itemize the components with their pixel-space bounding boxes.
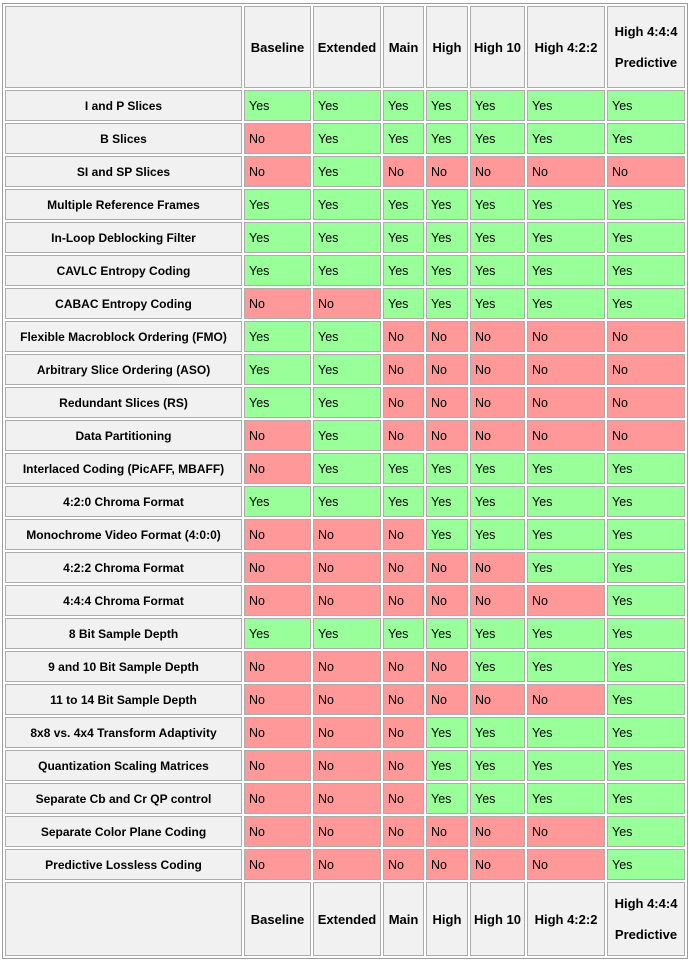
yes-cell: Yes: [313, 222, 381, 253]
yes-cell: Yes: [527, 552, 605, 583]
yes-cell: Yes: [383, 123, 424, 154]
feature-label-cell: Separate Color Plane Coding: [5, 816, 242, 847]
no-cell: No: [426, 816, 468, 847]
yes-cell: Yes: [527, 123, 605, 154]
table-header-section: [5, 6, 685, 88]
no-cell: No: [244, 750, 311, 781]
no-cell: No: [244, 156, 311, 187]
yes-cell: Yes: [383, 255, 424, 286]
no-cell: No: [527, 849, 605, 880]
profile-name: Predictive: [614, 927, 678, 942]
yes-cell: Yes: [607, 684, 685, 715]
no-cell: No: [383, 783, 424, 814]
feature-label-cell: Separate Cb and Cr QP control: [5, 783, 242, 814]
no-cell: No: [244, 849, 311, 880]
yes-cell: Yes: [426, 618, 468, 649]
profile-name: High 10: [474, 39, 521, 55]
yes-cell: Yes: [607, 255, 685, 286]
profile-header-cell: [313, 882, 381, 956]
yes-cell: Yes: [470, 189, 525, 220]
table-row: [5, 585, 685, 616]
profile-name: Predictive: [614, 55, 678, 70]
yes-cell: Yes: [383, 288, 424, 319]
yes-cell: Yes: [426, 222, 468, 253]
no-cell: No: [426, 387, 468, 418]
table-row: [5, 519, 685, 550]
no-cell: No: [313, 519, 381, 550]
no-cell: No: [470, 156, 525, 187]
yes-cell: Yes: [470, 123, 525, 154]
yes-cell: Yes: [426, 750, 468, 781]
yes-cell: Yes: [244, 486, 311, 517]
yes-cell: Yes: [313, 354, 381, 385]
yes-cell: Yes: [470, 783, 525, 814]
yes-cell: Yes: [527, 651, 605, 682]
profile-name: High 4:2:2: [534, 911, 598, 927]
yes-cell: Yes: [527, 453, 605, 484]
yes-cell: Yes: [527, 288, 605, 319]
table-row: [5, 684, 685, 715]
table-row: [5, 255, 685, 286]
no-cell: No: [313, 585, 381, 616]
yes-cell: Yes: [244, 222, 311, 253]
yes-cell: Yes: [607, 288, 685, 319]
feature-label-cell: SI and SP Slices: [5, 156, 242, 187]
no-cell: No: [313, 717, 381, 748]
no-cell: No: [244, 717, 311, 748]
table-row: [5, 849, 685, 880]
feature-label-cell: Arbitrary Slice Ordering (ASO): [5, 354, 242, 385]
table-row: [5, 90, 685, 121]
yes-cell: Yes: [244, 189, 311, 220]
profile-header-cell: [607, 6, 685, 88]
profile-header-cell: [470, 882, 525, 956]
feature-label-cell: I and P Slices: [5, 90, 242, 121]
feature-label-cell: 4:4:4 Chroma Format: [5, 585, 242, 616]
no-cell: No: [383, 750, 424, 781]
feature-label-cell: In-Loop Deblocking Filter: [5, 222, 242, 253]
no-cell: No: [426, 585, 468, 616]
yes-cell: Yes: [313, 453, 381, 484]
profile-name: High 10: [474, 911, 521, 927]
profile-header-cell: [527, 6, 605, 88]
table-row: [5, 222, 685, 253]
no-cell: No: [607, 354, 685, 385]
yes-cell: Yes: [383, 486, 424, 517]
no-cell: No: [383, 387, 424, 418]
profile-header-cell: [426, 882, 468, 956]
yes-cell: Yes: [470, 651, 525, 682]
no-cell: No: [383, 354, 424, 385]
yes-cell: Yes: [607, 618, 685, 649]
table-row: [5, 750, 685, 781]
no-cell: No: [426, 684, 468, 715]
yes-cell: Yes: [607, 552, 685, 583]
no-cell: No: [244, 816, 311, 847]
table-footer-section: [5, 882, 685, 956]
yes-cell: Yes: [383, 90, 424, 121]
no-cell: No: [470, 321, 525, 352]
yes-cell: Yes: [426, 453, 468, 484]
yes-cell: Yes: [527, 750, 605, 781]
yes-cell: Yes: [383, 222, 424, 253]
yes-cell: Yes: [607, 486, 685, 517]
yes-cell: Yes: [313, 387, 381, 418]
no-cell: No: [607, 387, 685, 418]
no-cell: No: [527, 156, 605, 187]
yes-cell: Yes: [426, 288, 468, 319]
profile-name: High: [432, 39, 462, 55]
profile-header-cell: [426, 6, 468, 88]
yes-cell: Yes: [383, 453, 424, 484]
feature-label-cell: Flexible Macroblock Ordering (FMO): [5, 321, 242, 352]
no-cell: No: [313, 288, 381, 319]
no-cell: No: [383, 717, 424, 748]
yes-cell: Yes: [607, 750, 685, 781]
profile-header-cell: [244, 882, 311, 956]
no-cell: No: [383, 651, 424, 682]
profile-header-cell: [383, 6, 424, 88]
yes-cell: Yes: [607, 783, 685, 814]
yes-cell: Yes: [313, 618, 381, 649]
profile-name: Baseline: [250, 911, 305, 927]
no-cell: No: [426, 321, 468, 352]
no-cell: No: [607, 321, 685, 352]
feature-label-cell: B Slices: [5, 123, 242, 154]
corner-cell: [5, 882, 242, 956]
no-cell: No: [244, 288, 311, 319]
yes-cell: Yes: [607, 849, 685, 880]
yes-cell: Yes: [527, 486, 605, 517]
yes-cell: Yes: [527, 717, 605, 748]
no-cell: No: [527, 816, 605, 847]
no-cell: No: [426, 420, 468, 451]
yes-cell: Yes: [527, 189, 605, 220]
corner-cell: [5, 6, 242, 88]
table-row: [5, 618, 685, 649]
yes-cell: Yes: [426, 189, 468, 220]
yes-cell: Yes: [426, 717, 468, 748]
no-cell: No: [470, 552, 525, 583]
no-cell: No: [527, 585, 605, 616]
table-row: [5, 354, 685, 385]
profile-name: High 4:2:2: [534, 39, 598, 55]
yes-cell: Yes: [607, 123, 685, 154]
no-cell: No: [470, 387, 525, 418]
yes-cell: Yes: [313, 90, 381, 121]
feature-label-cell: 8x8 vs. 4x4 Transform Adaptivity: [5, 717, 242, 748]
feature-label-cell: 8 Bit Sample Depth: [5, 618, 242, 649]
no-cell: No: [313, 651, 381, 682]
no-cell: No: [607, 156, 685, 187]
profile-name: High 4:4:4: [614, 24, 678, 39]
no-cell: No: [383, 816, 424, 847]
yes-cell: Yes: [244, 90, 311, 121]
yes-cell: Yes: [527, 90, 605, 121]
no-cell: No: [426, 156, 468, 187]
yes-cell: Yes: [244, 387, 311, 418]
yes-cell: Yes: [426, 486, 468, 517]
table-row: [5, 123, 685, 154]
profile-header-cell: [383, 882, 424, 956]
yes-cell: Yes: [383, 189, 424, 220]
table-row: [5, 816, 685, 847]
table-row: [5, 717, 685, 748]
yes-cell: Yes: [470, 288, 525, 319]
no-cell: No: [383, 321, 424, 352]
yes-cell: Yes: [383, 618, 424, 649]
no-cell: No: [527, 420, 605, 451]
feature-label-cell: 4:2:2 Chroma Format: [5, 552, 242, 583]
no-cell: No: [244, 552, 311, 583]
no-cell: No: [244, 420, 311, 451]
table-row: [5, 321, 685, 352]
no-cell: No: [426, 354, 468, 385]
yes-cell: Yes: [313, 189, 381, 220]
no-cell: No: [470, 585, 525, 616]
yes-cell: Yes: [313, 255, 381, 286]
yes-cell: Yes: [607, 189, 685, 220]
no-cell: No: [313, 849, 381, 880]
yes-cell: Yes: [607, 519, 685, 550]
no-cell: No: [313, 552, 381, 583]
no-cell: No: [527, 321, 605, 352]
yes-cell: Yes: [527, 783, 605, 814]
yes-cell: Yes: [244, 255, 311, 286]
table-row: [5, 420, 685, 451]
yes-cell: Yes: [527, 519, 605, 550]
feature-label-cell: 11 to 14 Bit Sample Depth: [5, 684, 242, 715]
profile-header-cell: [244, 6, 311, 88]
no-cell: No: [313, 684, 381, 715]
profile-header-cell: [527, 882, 605, 956]
no-cell: No: [244, 783, 311, 814]
profile-name: High 4:4:4: [614, 896, 678, 911]
profile-name: Extended: [317, 911, 377, 927]
feature-label-cell: Data Partitioning: [5, 420, 242, 451]
yes-cell: Yes: [527, 255, 605, 286]
yes-cell: Yes: [426, 519, 468, 550]
yes-cell: Yes: [244, 618, 311, 649]
yes-cell: Yes: [607, 651, 685, 682]
yes-cell: Yes: [607, 816, 685, 847]
profile-header-cell: [313, 6, 381, 88]
no-cell: No: [470, 354, 525, 385]
yes-cell: Yes: [244, 354, 311, 385]
feature-label-cell: Redundant Slices (RS): [5, 387, 242, 418]
table-row: [5, 288, 685, 319]
feature-label-cell: 9 and 10 Bit Sample Depth: [5, 651, 242, 682]
yes-cell: Yes: [470, 255, 525, 286]
no-cell: No: [383, 552, 424, 583]
table-row: [5, 783, 685, 814]
no-cell: No: [470, 684, 525, 715]
profile-header-cell: [470, 6, 525, 88]
yes-cell: Yes: [470, 486, 525, 517]
profile-name: Extended: [317, 39, 377, 55]
no-cell: No: [383, 585, 424, 616]
no-cell: No: [313, 750, 381, 781]
yes-cell: Yes: [470, 519, 525, 550]
yes-cell: Yes: [527, 222, 605, 253]
yes-cell: Yes: [470, 222, 525, 253]
no-cell: No: [470, 816, 525, 847]
footer-row: [5, 882, 685, 956]
no-cell: No: [607, 420, 685, 451]
yes-cell: Yes: [470, 717, 525, 748]
no-cell: No: [426, 552, 468, 583]
profile-header-cell: [607, 882, 685, 956]
no-cell: No: [426, 651, 468, 682]
table-row: [5, 453, 685, 484]
no-cell: No: [527, 354, 605, 385]
yes-cell: Yes: [607, 222, 685, 253]
no-cell: No: [383, 849, 424, 880]
yes-cell: Yes: [313, 156, 381, 187]
no-cell: No: [527, 387, 605, 418]
header-row: [5, 6, 685, 88]
no-cell: No: [244, 123, 311, 154]
no-cell: No: [244, 453, 311, 484]
profile-name: Baseline: [250, 39, 305, 55]
feature-label-cell: Monochrome Video Format (4:0:0): [5, 519, 242, 550]
yes-cell: Yes: [607, 453, 685, 484]
no-cell: No: [313, 783, 381, 814]
profile-name: High: [432, 911, 462, 927]
table-row: [5, 552, 685, 583]
yes-cell: Yes: [244, 321, 311, 352]
yes-cell: Yes: [607, 90, 685, 121]
no-cell: No: [244, 585, 311, 616]
yes-cell: Yes: [426, 123, 468, 154]
no-cell: No: [383, 156, 424, 187]
feature-label-cell: CAVLC Entropy Coding: [5, 255, 242, 286]
yes-cell: Yes: [313, 486, 381, 517]
table-row: [5, 486, 685, 517]
table-body-section: [5, 90, 685, 880]
yes-cell: Yes: [607, 717, 685, 748]
yes-cell: Yes: [470, 750, 525, 781]
yes-cell: Yes: [527, 618, 605, 649]
table-row: [5, 651, 685, 682]
yes-cell: Yes: [470, 453, 525, 484]
table-row: [5, 189, 685, 220]
feature-label-cell: Predictive Lossless Coding: [5, 849, 242, 880]
feature-label-cell: 4:2:0 Chroma Format: [5, 486, 242, 517]
no-cell: No: [383, 519, 424, 550]
no-cell: No: [244, 651, 311, 682]
no-cell: No: [383, 420, 424, 451]
profile-name: Main: [388, 39, 419, 55]
h264-profile-feature-table: [2, 3, 688, 959]
yes-cell: Yes: [426, 255, 468, 286]
no-cell: No: [470, 849, 525, 880]
no-cell: No: [426, 849, 468, 880]
feature-label-cell: Quantization Scaling Matrices: [5, 750, 242, 781]
no-cell: No: [527, 684, 605, 715]
yes-cell: Yes: [426, 90, 468, 121]
table-row: [5, 387, 685, 418]
yes-cell: Yes: [607, 585, 685, 616]
yes-cell: Yes: [426, 783, 468, 814]
yes-cell: Yes: [313, 420, 381, 451]
no-cell: No: [244, 684, 311, 715]
no-cell: No: [383, 684, 424, 715]
no-cell: No: [244, 519, 311, 550]
feature-label-cell: Multiple Reference Frames: [5, 189, 242, 220]
feature-label-cell: Interlaced Coding (PicAFF, MBAFF): [5, 453, 242, 484]
profile-name: Main: [388, 911, 419, 927]
yes-cell: Yes: [313, 123, 381, 154]
yes-cell: Yes: [470, 90, 525, 121]
no-cell: No: [470, 420, 525, 451]
yes-cell: Yes: [470, 618, 525, 649]
feature-label-cell: CABAC Entropy Coding: [5, 288, 242, 319]
table-row: [5, 156, 685, 187]
yes-cell: Yes: [313, 321, 381, 352]
no-cell: No: [313, 816, 381, 847]
